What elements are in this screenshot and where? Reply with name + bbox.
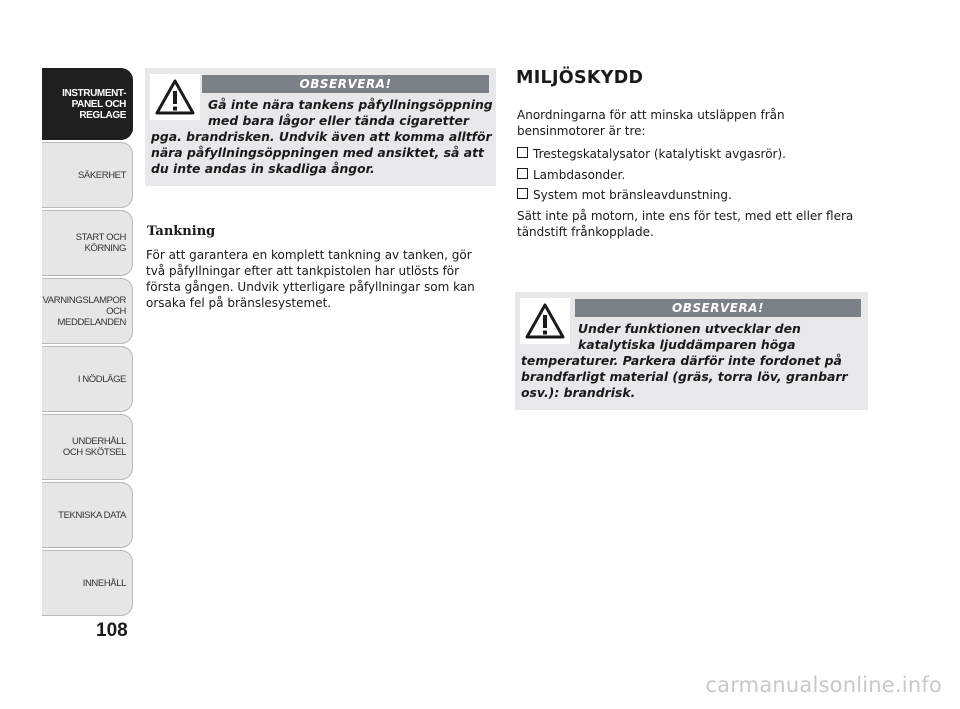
- subheading-tankning: Tankning: [147, 224, 216, 239]
- tab-label: I NÖDLÄGE: [77, 373, 126, 385]
- warning-text: [151, 97, 493, 177]
- tab-label: INNEHÅLL: [82, 577, 126, 589]
- component-list: [517, 144, 786, 206]
- warning-box-fuel: [145, 68, 496, 186]
- list-item: Trestegskatalysator (katalytiskt avgasrör).: [517, 144, 786, 165]
- note-paragraph: Sätt inte på motorn, inte ens för test, med ett eller flera tändstift frånkopplade.: [517, 209, 854, 239]
- warning-line: med bara lågor eller tända cigaretter: [208, 113, 470, 128]
- tab-innehall[interactable]: [42, 550, 133, 616]
- section-title: MILJÖSKYDD: [516, 68, 644, 88]
- tab-i-nodlage[interactable]: [42, 346, 133, 412]
- tab-tekniska-data[interactable]: [42, 482, 133, 548]
- checkbox-bullet-icon: [517, 188, 528, 199]
- tab-underhall[interactable]: [42, 414, 133, 480]
- warning-line: Gå inte nära tankens påfyllningsöppning: [208, 97, 493, 112]
- warning-rest: pga. brandrisken. Undvik även att komma alltför nära påfyllningsöppningen med ansiktet, så att du inte andas in skadliga ångor.: [151, 129, 492, 176]
- warning-text: [521, 321, 865, 401]
- tab-label: INSTRUMENT- PANEL OCH REGLAGE: [62, 87, 126, 121]
- warning-box-catalyst: [515, 292, 868, 410]
- warning-line: katalytiska ljuddämparen höga: [578, 337, 796, 352]
- warning-header: OBSERVERA!: [575, 299, 861, 317]
- warning-rest: temperaturer. Parkera därför inte fordonet på brandfarligt material (gräs, torra löv, granbarr osv.): brandrisk.: [521, 353, 848, 400]
- tab-label: UNDERHÅLL OCH SKÖTSEL: [62, 436, 126, 458]
- tab-instrumentpanel[interactable]: [42, 68, 133, 140]
- checkbox-bullet-icon: [517, 168, 528, 179]
- warning-header: OBSERVERA!: [202, 75, 489, 93]
- checkbox-bullet-icon: [517, 147, 528, 158]
- tab-label: VARNINGSLAMPOR OCH MEDDELANDEN: [42, 294, 126, 328]
- tab-sakerhet[interactable]: [42, 142, 133, 208]
- list-item: Lambdasonder.: [517, 165, 786, 186]
- tab-label: START OCH KÖRNING: [75, 232, 126, 254]
- intro-paragraph: Anordningarna för att minska utsläppen från bensinmotorer är tre:: [517, 108, 785, 138]
- watermark: carmanualsonline.info: [705, 673, 942, 697]
- list-item: System mot bränsleavdunstning.: [517, 185, 786, 206]
- page-number: 108: [96, 620, 128, 641]
- tab-varningslampor[interactable]: [42, 278, 133, 344]
- tab-label: SÄKERHET: [77, 169, 126, 181]
- tab-label: TEKNISKA DATA: [58, 509, 126, 521]
- warning-line: Under funktionen utvecklar den: [578, 321, 801, 336]
- tab-start-och-korning[interactable]: [42, 210, 133, 276]
- paragraph-tankning: För att garantera en komplett tankning av tanken, gör två påfyllningar efter att tankpistolen har utlösts för första gången. Undvik ytterligare påfyllningar som kan orsaka fel på bränslesystemet.: [146, 248, 475, 310]
